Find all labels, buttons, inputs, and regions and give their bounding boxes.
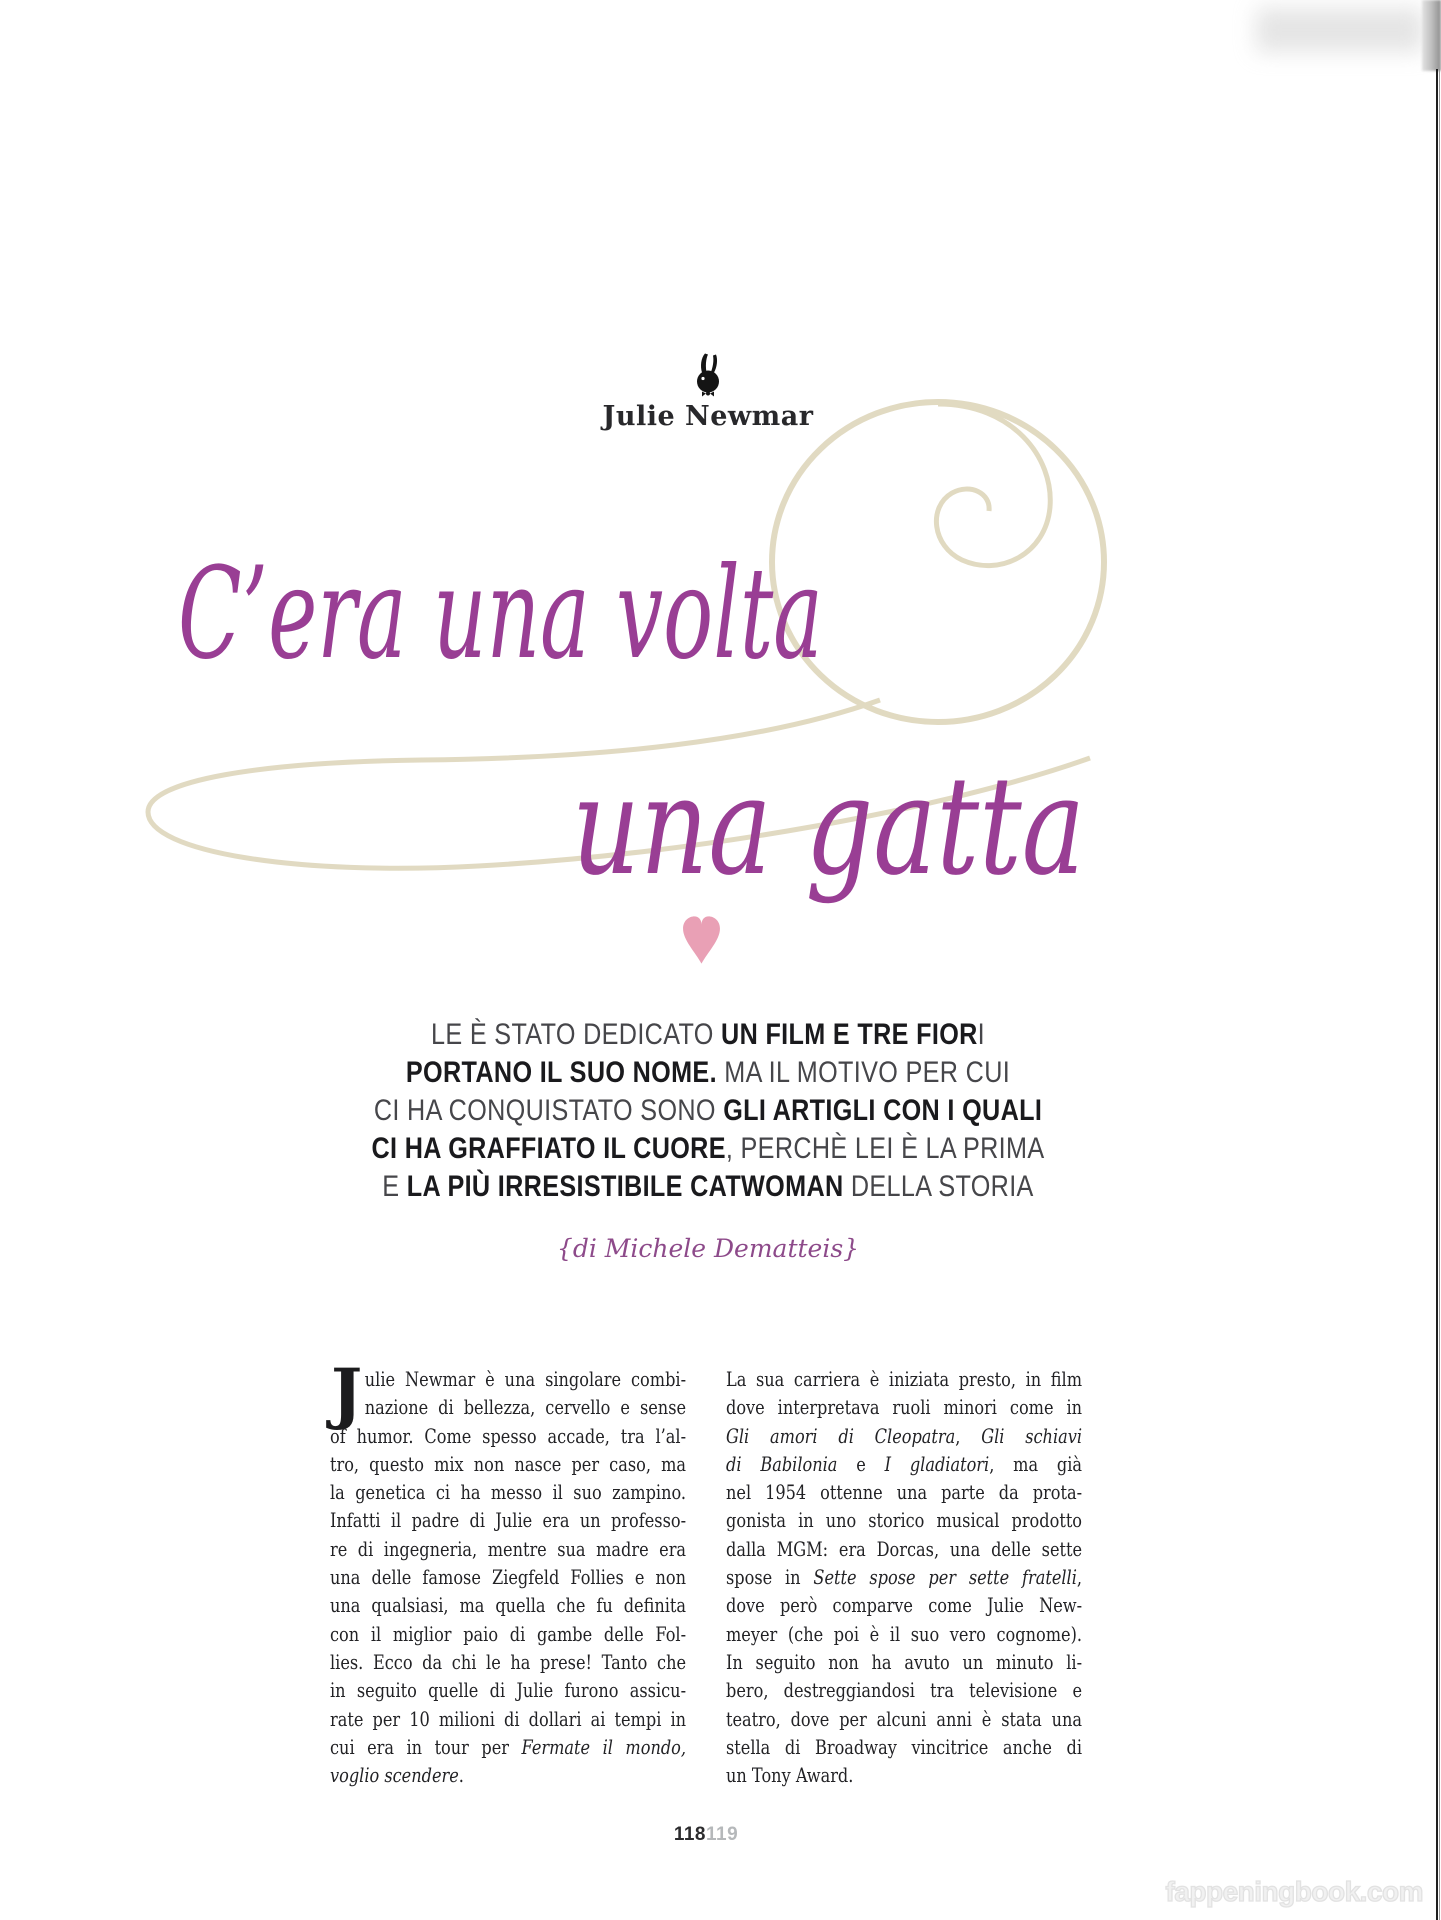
page-numbers [620,1824,792,1846]
text-line [330,1762,686,1790]
text-segment: E [382,1170,407,1203]
text-segment: la genetica ci ha messo il suo zampino. [330,1481,687,1505]
text-line [330,1366,686,1394]
text-line [726,1536,1082,1564]
text-line [726,1394,1082,1422]
text-line [726,1366,1082,1394]
byline: {di Michele Dematteis} [556,1234,860,1263]
text-line [726,1621,1082,1649]
text-segment: una delle famose Ziegfeld Follies e non [330,1566,687,1590]
text-line [726,1423,1082,1451]
text-line [726,1592,1082,1620]
text-line [330,1592,686,1620]
text-segment: UN FILM E TRE FIOR [721,1018,978,1051]
playboy-bunny-icon [692,352,724,399]
heart-icon [681,915,722,965]
text-segment: Gli amori di Cleopatra [726,1424,956,1448]
text-segment: un Tony Award. [726,1764,854,1788]
text-segment: of humor. Come spesso accade, tra l’al- [330,1424,687,1448]
text-segment: . [458,1764,464,1788]
text-line [365,1016,1050,1054]
text-segment: rate per 10 milioni di dollari ai tempi in [330,1707,687,1731]
text-segment: dalla MGM: era Dorcas, una delle sette [726,1537,1083,1561]
text-line [330,1451,686,1479]
text-line [365,1054,1050,1092]
text-line [330,1706,686,1734]
text-line [330,1394,686,1422]
text-segment: MA IL MOTIVO PER CUI [716,1056,1011,1089]
text-line [330,1423,686,1451]
text-line [726,1706,1082,1734]
body-column-right [726,1366,1082,1790]
body-column-left [330,1366,686,1790]
intro-deck [300,1016,1116,1206]
page-number-right: 119 [706,1824,739,1845]
text-segment: Sette spose per sette fratelli [813,1566,1077,1590]
text-segment: ulie Newmar è una singolare combi- [364,1368,687,1391]
text-line [330,1479,686,1507]
text-line [726,1479,1082,1507]
text-line [330,1536,686,1564]
text-segment: spose in [726,1566,814,1590]
text-segment: con il miglior paio di gambe delle Fol- [330,1622,687,1646]
text-segment: I gladiatori [884,1452,990,1476]
text-line [726,1677,1082,1705]
text-segment: , [955,1424,982,1448]
text-line [726,1451,1082,1479]
text-line [726,1564,1082,1592]
text-segment: stella di Broadway vincitrice anche di [726,1735,1083,1759]
text-line [330,1564,686,1592]
text-line [365,1092,1050,1130]
text-line [726,1649,1082,1677]
text-segment: In seguito non ha avuto un minuto li- [726,1650,1083,1674]
text-line [330,1649,686,1677]
text-segment: cui era in tour per [330,1735,522,1759]
text-line [726,1762,1082,1790]
drop-cap: J [331,1354,363,1432]
text-segment: PORTANO IL SUO NOME. [405,1056,717,1089]
text-line [365,1168,1050,1206]
page-kicker: Julie Newmar [602,401,814,432]
text-segment: nel 1954 ottenne una parte da prota- [726,1481,1083,1505]
text-segment: gonista in uno storico musical prodotto [726,1509,1083,1533]
text-line [330,1621,686,1649]
text-segment: dove però comparve come Julie New- [726,1594,1083,1618]
title-line-1: C’era una volta [178,540,823,687]
text-segment: in seguito quelle di Julie furono assicu- [330,1679,687,1703]
text-segment: I [977,1018,986,1051]
text-segment: DELLA STORIA [843,1170,1034,1203]
text-segment: nazione di bellezza, cervello e sense [364,1396,687,1420]
text-segment: GLI ARTIGLI CON I QUALI [723,1094,1043,1127]
text-segment: lies. Ecco da chi le ha prese! Tanto che [330,1650,687,1674]
text-segment: Fermate il mondo, [521,1735,687,1759]
text-segment: , [1076,1566,1083,1590]
watermark: fappeningbook.com [1165,1876,1423,1907]
text-segment: di Babilonia [726,1452,838,1476]
text-segment: LE È STATO DEDICATO [430,1018,722,1051]
text-segment: dove interpretava ruoli minori come in [726,1396,1083,1420]
text-line [330,1734,686,1762]
text-line [726,1734,1082,1762]
text-segment: meyer (che poi è il suo vero cognome). [726,1622,1083,1646]
text-line [330,1677,686,1705]
text-segment: tro, questo mix non nasce per caso, ma [330,1452,687,1476]
text-segment: La sua carriera è iniziata presto, in film [726,1368,1083,1391]
text-segment: teatro, dove per alcuni anni è stata una [726,1707,1083,1731]
text-segment: , PERCHÈ LEI È LA PRIMA [725,1132,1045,1165]
text-segment: CI HA GRAFFIATO IL CUORE [371,1132,726,1165]
text-line [330,1507,686,1535]
title-line-2: una gatta [571,748,1085,906]
text-segment: Infatti il padre di Julie era un professo- [330,1509,687,1533]
text-line [726,1507,1082,1535]
text-line [365,1130,1050,1168]
text-segment: CI HA CONQUISTATO SONO [373,1094,724,1127]
text-segment: LA PIÙ IRRESISTIBILE CATWOMAN [406,1170,844,1203]
text-segment: bero, destreggiandosi tra televisione e [726,1679,1083,1703]
text-segment: , ma già [989,1452,1083,1476]
page-number-left: 118 [673,1824,706,1845]
text-segment: voglio scendere [330,1764,459,1788]
text-segment: una qualsiasi, ma quella che fu definita [330,1594,687,1618]
text-segment: e [837,1452,885,1476]
text-segment: Gli schiavi [981,1424,1083,1448]
text-segment: re di ingegneria, mentre sua madre era [330,1537,687,1561]
